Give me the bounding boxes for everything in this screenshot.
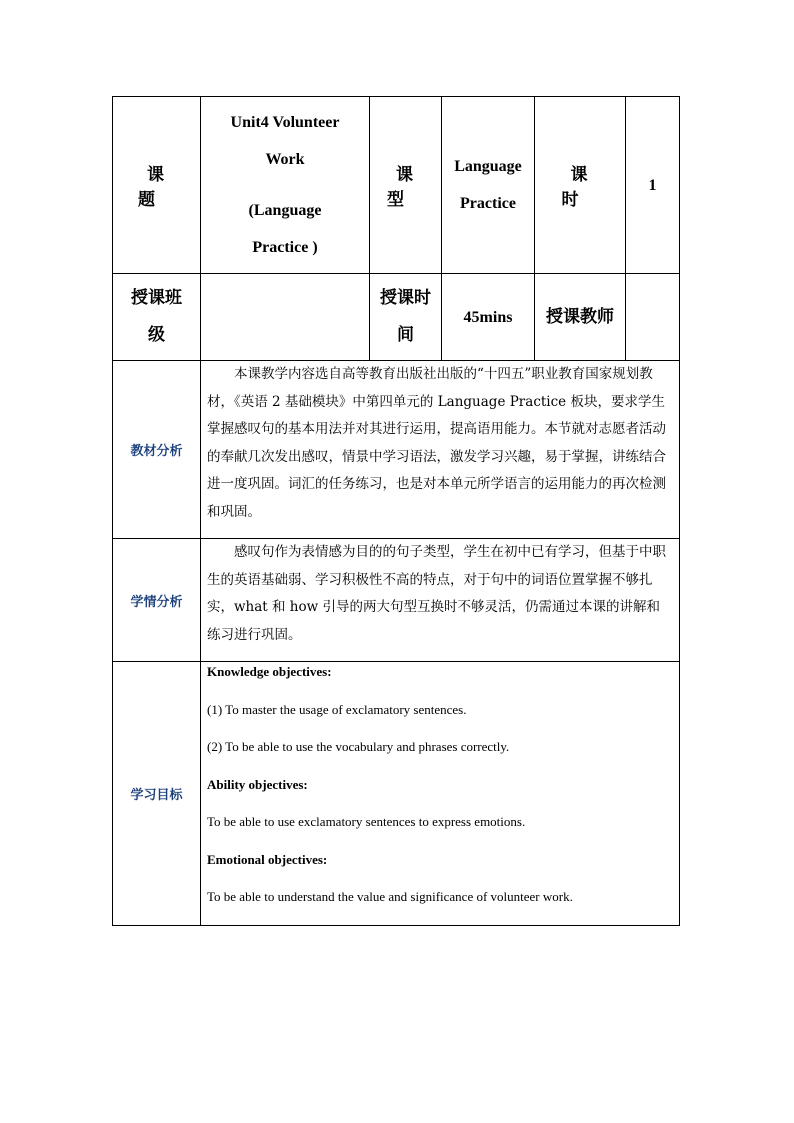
- ability-objective-text: To be able to use exclamatory sentences to express emotions.: [207, 814, 526, 829]
- class-label-line: 级: [148, 325, 165, 345]
- class-value-cell: [201, 274, 370, 361]
- learning-objectives-label-cell: [113, 662, 201, 926]
- info-row: [113, 274, 680, 361]
- textbook-analysis-content: [201, 361, 680, 539]
- type-value-cell: [442, 97, 535, 274]
- textbook-analysis-label-cell: [113, 361, 201, 539]
- textbook-analysis-row: [113, 361, 680, 539]
- topic-title-cell: [201, 97, 370, 274]
- emotional-objectives-heading: Emotional objectives:: [207, 851, 328, 867]
- teacher-value-cell: [626, 274, 680, 361]
- knowledge-objectives-heading: Knowledge objectives:: [207, 664, 332, 679]
- textbook-analysis-text: 本课教学内容选自高等教育出版社出版的“十四五”职业教育国家规划教材，《英语 2 基础模块》中第四单元的 Language Practice 板块，要求学生掌握感叹句的基本用法并对其进行运用，提高语用能力。本节就对志愿者活动的奉献几次发出感叹，情景中学习语法，激发学习兴趣，易于掌握，讲练结合进一度巩固。词汇的任务练习，也是对本单元所学语言的运用能力的再次检测和巩固。: [207, 366, 666, 520]
- class-label-line: 授课班: [131, 288, 182, 308]
- topic-title-line: Unit4 Volunteer: [230, 114, 340, 131]
- topic-title-line: Work: [265, 151, 305, 168]
- learning-objectives-label: 学习目标: [130, 788, 183, 803]
- topic-title-line: (Language: [248, 202, 322, 219]
- student-analysis-label: 学情分析: [130, 594, 183, 610]
- type-label-cell: [370, 97, 442, 274]
- type-value-line: Practice: [460, 195, 516, 212]
- emotional-objective-text: To be able to understand the value and significance of volunteer work.: [207, 889, 573, 904]
- knowledge-objective-item: (1) To master the usage of exclamatory sentences.: [207, 701, 467, 717]
- type-value-line: Language: [454, 158, 522, 175]
- class-label-cell: [113, 274, 201, 361]
- student-analysis-content: [201, 539, 680, 662]
- time-label-line: 间: [397, 325, 414, 345]
- topic-label-cell: [113, 97, 201, 274]
- hours-label-cell: [535, 97, 626, 274]
- learning-objectives-row: [113, 662, 680, 926]
- time-value: 45mins: [463, 309, 513, 326]
- textbook-analysis-label: 教材分析: [130, 444, 183, 459]
- student-analysis-label-cell: [113, 539, 201, 662]
- type-label: 课型: [387, 165, 433, 210]
- time-label-line: 授课时: [380, 288, 431, 308]
- teacher-label-cell: [535, 274, 626, 361]
- lesson-plan-table: [112, 96, 680, 926]
- student-analysis-row: [113, 539, 680, 662]
- topic-label: 课题: [138, 165, 184, 210]
- hours-label: 课时: [561, 165, 608, 210]
- learning-objectives-content: [201, 662, 680, 926]
- ability-objectives-heading: Ability objectives:: [207, 776, 308, 792]
- student-analysis-text: 感叹句作为表情感为目的的句子类型，学生在初中已有学习，但基于中职生的英语基础弱、学习积极性不高的特点，对于句中的词语位置掌握不够扎实，what 和 how 引导的两大句型互换时不够灵活，仍需通过本课的讲解和练习进行巩固。: [207, 544, 666, 643]
- hours-value: 1: [648, 177, 657, 194]
- topic-title-line: Practice ): [252, 239, 318, 256]
- hours-value-cell: [626, 97, 680, 274]
- teacher-label: 授课教师: [546, 306, 614, 327]
- time-label-cell: [370, 274, 442, 361]
- time-value-cell: [442, 274, 535, 361]
- knowledge-objective-item: (2) To be able to use the vocabulary and phrases correctly.: [207, 739, 510, 754]
- header-row: [113, 97, 680, 274]
